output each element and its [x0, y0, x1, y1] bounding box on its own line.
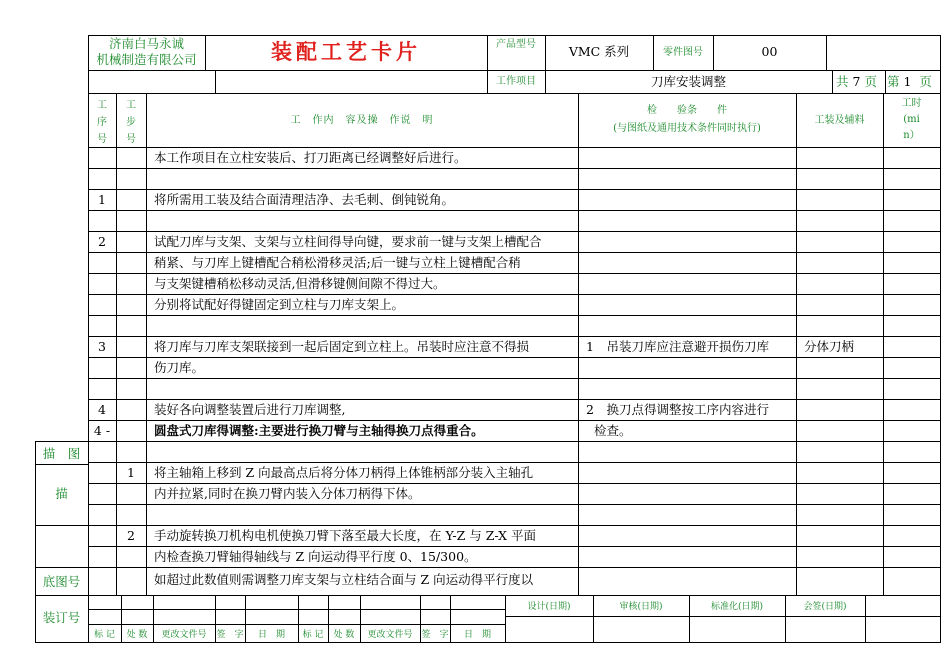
row-6-content: 稍紧、与刀库上键槽配合稍松滑移灵活;后一键与立柱上键槽配合稍: [154, 255, 521, 270]
row-18-step: 2: [127, 528, 135, 543]
frame-bottom-right: [505, 642, 941, 643]
frame-right: [940, 35, 941, 643]
footer-review: 审核(日期): [619, 602, 663, 612]
row-10-tools: 分体刀柄: [804, 339, 855, 354]
part-drawing-label: 零件图号: [663, 47, 703, 58]
side-trace-check: 描: [55, 486, 68, 501]
frame-top: [88, 35, 941, 36]
row-5-content: 试配刀库与支架、支架与立柱间得导向键，要求前一键与支架上槽配合: [154, 234, 542, 249]
side-trace: 描 图: [42, 446, 81, 461]
footer-change-doc: 更改文件号: [161, 630, 207, 640]
row-20-content: 如超过此数值则需调整刀库支架与立柱结合面与 Z 向运动得平行度以: [154, 572, 534, 587]
product-model-label: 产品型号: [496, 39, 536, 50]
row-10-seq: 3: [98, 339, 106, 354]
row-8-content: 分别将试配好得键固定到立柱与刀库支架上。: [154, 297, 405, 312]
col-inspect-header-2: (与图纸及通用技术条件同时执行): [613, 123, 761, 134]
work-item-label: 工作项目: [496, 76, 536, 87]
footer-mark: 标 记: [94, 630, 115, 640]
footer-count-2: 处 数: [333, 630, 355, 640]
col-content-header: 工 作内 容及操 作说 明: [290, 115, 434, 126]
footer-standard: 标准化(日期): [710, 602, 764, 612]
work-item-value: 刀库安装调整: [650, 74, 726, 89]
row-15-content: 将主轴箱上移到 Z 向最高点后将分体刀柄得上体锥柄部分装入主轴孔: [154, 465, 534, 480]
colhead-bottom: [88, 147, 941, 148]
footer-signature: 签 字: [216, 630, 244, 640]
header-line-2: [88, 93, 941, 94]
row-1-content: 本工作项目在立柱安装后、打刀距离已经调整好后进行。: [154, 150, 467, 165]
col-seq-header: 工 序 号: [97, 100, 107, 145]
footer-date-2: 日 期: [463, 630, 491, 640]
side-base-no: 底图号: [42, 574, 81, 589]
row-15-step: 1: [127, 465, 135, 480]
hdr-div-8: [885, 70, 886, 93]
footer-design: 设计(日期): [527, 602, 571, 612]
row-14-content: 圆盘式刀库得调整:主要进行换刀臂与主轴得换刀点得重合。: [154, 423, 484, 438]
row-7-content: 与支架键槽稍松移动灵活,但滑移键侧间隙不得过大。: [154, 276, 446, 291]
col-step-header: 工 步 号: [126, 100, 136, 145]
row-14-seq: 4 -: [93, 423, 111, 438]
row-3-seq: 1: [98, 192, 106, 207]
row-19-content: 内检查换刀臂轴得轴线与 Z 向运动得平行度 0、15/300。: [154, 549, 477, 564]
row-3-content: 将所需用工装及结合面清理洁净、去毛刺、倒钝锐角。: [154, 192, 455, 207]
frame-bottom-left: [88, 642, 506, 643]
row-13-content: 装好各向调整装置后进行刀库调整,: [154, 402, 346, 417]
footer-date: 日 期: [257, 630, 285, 640]
col-tools-header: 工装及辅料: [814, 115, 865, 126]
part-drawing-value: 00: [761, 44, 778, 59]
side-binding-no: 装订号: [42, 610, 81, 625]
footer-signature-2: 签 字: [421, 630, 449, 640]
hdr-div-6: [826, 35, 827, 70]
footer-change-doc-2: 更改文件号: [367, 630, 413, 640]
page-number: 第 1 页: [887, 74, 932, 89]
company-name-line2: 机械制造有限公司: [96, 52, 197, 67]
pages-total: 共 7 页: [836, 74, 877, 89]
company-name-line1: 济南白马永诚: [108, 36, 184, 51]
product-model-value: VMC 系列: [568, 44, 630, 59]
col-time-header: 工时 (mi n）: [901, 98, 922, 141]
row-5-seq: 2: [98, 234, 106, 249]
row-13-inspect: 2 换刀点得调整按工序内容进行: [586, 402, 769, 417]
footer-mark-2: 标 记: [302, 630, 324, 640]
page-title: 装配工艺卡片: [271, 39, 421, 64]
row-16-content: 内并拉紧,同时在换刀臂内装入分体刀柄得下体。: [154, 486, 421, 501]
row-18-content: 手动旋转换刀机构电机使换刀臂下落至最大长度，在 Y-Z 与 Z-X 平面: [154, 528, 537, 543]
footer-count: 处 数: [126, 630, 148, 640]
row-14-inspect: 检查。: [594, 423, 632, 438]
hdr-div-7: [832, 70, 833, 93]
row-10-inspect: 1 吊装刀库应注意避开损伤刀库: [586, 339, 769, 354]
row-10-content: 将刀库与刀库支架联接到一起后固定到立柱上。吊装时应注意不得损: [154, 339, 530, 354]
row-11-content: 伤刀库。: [154, 360, 205, 375]
footer-sign: 会签(日期): [803, 602, 847, 612]
col-inspect-header-1: 检 验条 件: [647, 105, 727, 116]
row-13-seq: 4: [98, 402, 106, 417]
hdr-div-1b: [215, 70, 216, 93]
